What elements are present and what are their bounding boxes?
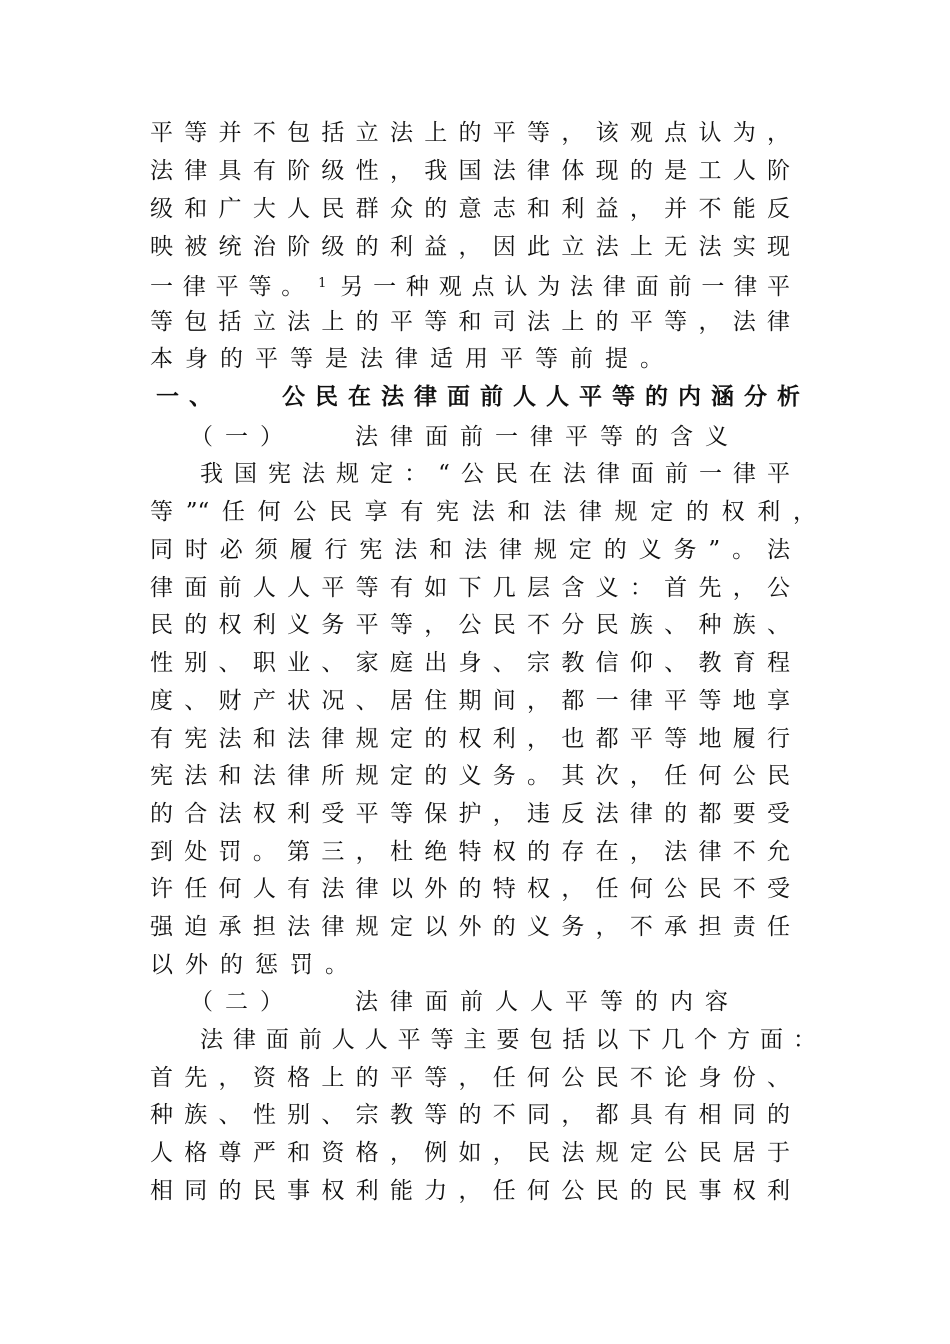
text-line: 以外的惩罚。 <box>150 952 360 978</box>
text-line: 首先，资格上的平等，任何公民不论身份、 <box>150 1065 790 1091</box>
text-line: 平等并不包括立法上的平等，该观点认为， <box>150 120 790 146</box>
text-line: 强迫承担法律规定以外的义务，不承担责任 <box>150 914 790 940</box>
subsection-number: （二） <box>190 989 295 1015</box>
subsection-title: 法律面前一律平等的含义 <box>355 424 740 450</box>
text-line: 等”“任何公民享有宪法和法律规定的权利， <box>150 499 816 525</box>
text-line: 级和广大人民群众的意志和利益，并不能反 <box>150 196 790 222</box>
subsection-heading <box>190 983 830 1021</box>
text-line: 有宪法和法律规定的权利，也都平等地履行 <box>150 726 790 752</box>
text-line: 的合法权利受平等保护，违反法律的都要受 <box>150 801 790 827</box>
text-line: 相同的民事权利能力，任何公民的民事权利 <box>150 1178 790 1204</box>
text-line: 种族、性别、宗教等的不同，都具有相同的 <box>150 1102 790 1128</box>
footnote-marker[interactable]: 1 <box>318 276 327 291</box>
text-line: 人格尊严和资格，例如，民法规定公民居于 <box>150 1140 790 1166</box>
text-line: 法律具有阶级性，我国法律体现的是工人阶 <box>150 158 790 184</box>
text-line-with-footnote <box>150 265 790 303</box>
text-line: 本身的平等是法律适用平等前提。 <box>150 346 675 372</box>
subsection-number: （一） <box>190 424 295 450</box>
section-heading <box>156 378 810 416</box>
subsection-heading <box>190 418 830 456</box>
text-line: 许任何人有法律以外的特权，任何公民不受 <box>150 876 790 902</box>
text-line: 等包括立法上的平等和司法上的平等，法律 <box>150 309 790 335</box>
text-line: 性别、职业、家庭出身、宗教信仰、教育程 <box>150 650 790 676</box>
text-line: 法律面前人人平等主要包括以下几个方面： <box>200 1027 816 1053</box>
text-line: 同时必须履行宪法和法律规定的义务”。法 <box>150 537 790 563</box>
text-line: 到处罚。第三，杜绝特权的存在，法律不允 <box>150 839 790 865</box>
subsection-title: 法律面前人人平等的内容 <box>355 989 740 1015</box>
text-line: 我国宪法规定：“公民在法律面前一律平 <box>200 461 790 487</box>
section-title: 公民在法律面前人人平等的内涵分析 <box>282 383 810 410</box>
text-line: 度、财产状况、居住期间，都一律平等地享 <box>150 688 790 714</box>
text-run: 另一种观点认为法律面前一律平 <box>330 274 791 300</box>
text-line: 宪法和法律所规定的义务。其次，任何公民 <box>150 763 790 789</box>
text-run: 一律平等。 <box>150 274 315 300</box>
text-line: 民的权利义务平等，公民不分民族、种族、 <box>150 612 790 638</box>
text-line: 律面前人人平等有如下几层含义：首先，公 <box>150 575 790 601</box>
text-line: 映被统治阶级的利益，因此立法上无法实现 <box>150 234 790 260</box>
section-number: 一、 <box>156 383 222 410</box>
